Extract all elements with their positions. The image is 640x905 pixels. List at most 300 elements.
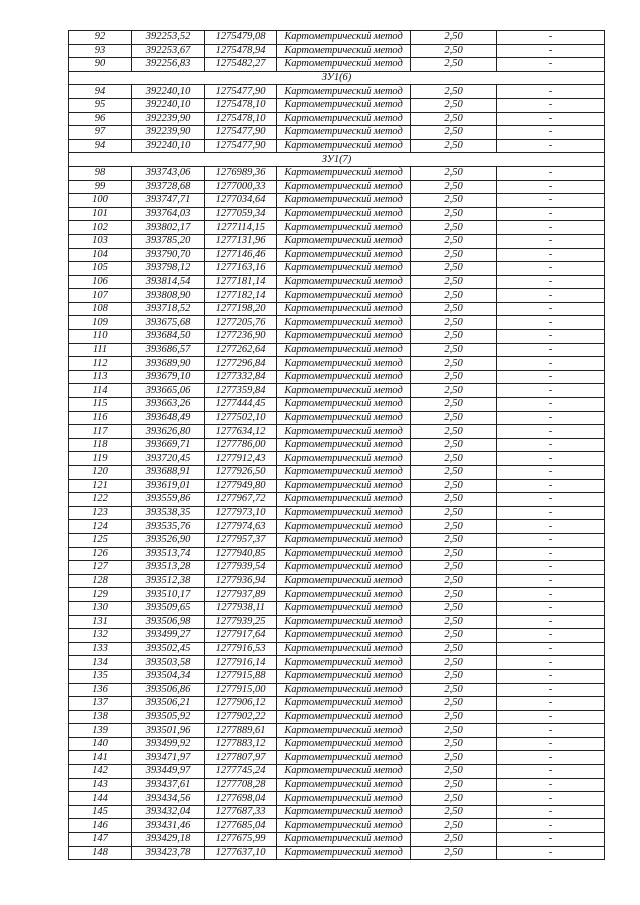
point-number-cell: 108 bbox=[69, 302, 132, 316]
point-number-cell: 107 bbox=[69, 289, 132, 303]
x-coordinate-cell: 393509,65 bbox=[132, 601, 205, 615]
accuracy-cell: 2,50 bbox=[411, 493, 497, 507]
description-cell: - bbox=[497, 601, 605, 615]
point-number-cell: 93 bbox=[69, 44, 132, 58]
x-coordinate-cell: 393538,35 bbox=[132, 506, 205, 520]
point-number-cell: 111 bbox=[69, 343, 132, 357]
table-row bbox=[69, 44, 605, 58]
point-number-cell: 109 bbox=[69, 316, 132, 330]
accuracy-cell: 2,50 bbox=[411, 683, 497, 697]
accuracy-cell: 2,50 bbox=[411, 44, 497, 58]
description-cell: - bbox=[497, 139, 605, 153]
x-coordinate-cell: 393802,17 bbox=[132, 221, 205, 235]
point-number-cell: 129 bbox=[69, 588, 132, 602]
accuracy-cell: 2,50 bbox=[411, 357, 497, 371]
y-coordinate-cell: 1277926,50 bbox=[205, 466, 277, 480]
accuracy-cell: 2,50 bbox=[411, 846, 497, 860]
table-row bbox=[69, 207, 605, 221]
method-cell: Картометрический метод bbox=[277, 466, 411, 480]
section-label: ЗУ1(6) bbox=[69, 71, 605, 85]
x-coordinate-cell: 393619,01 bbox=[132, 479, 205, 493]
point-number-cell: 135 bbox=[69, 669, 132, 683]
table-row bbox=[69, 765, 605, 779]
accuracy-cell: 2,50 bbox=[411, 31, 497, 45]
x-coordinate-cell: 392253,52 bbox=[132, 31, 205, 45]
description-cell: - bbox=[497, 466, 605, 480]
point-number-cell: 141 bbox=[69, 751, 132, 765]
method-cell: Картометрический метод bbox=[277, 248, 411, 262]
y-coordinate-cell: 1277912,43 bbox=[205, 452, 277, 466]
y-coordinate-cell: 1277634,12 bbox=[205, 425, 277, 439]
description-cell: - bbox=[497, 737, 605, 751]
table-row bbox=[69, 330, 605, 344]
table-row bbox=[69, 547, 605, 561]
x-coordinate-cell: 393684,50 bbox=[132, 330, 205, 344]
table-row bbox=[69, 438, 605, 452]
accuracy-cell: 2,50 bbox=[411, 262, 497, 276]
x-coordinate-cell: 392240,10 bbox=[132, 98, 205, 112]
description-cell: - bbox=[497, 520, 605, 534]
description-cell: - bbox=[497, 343, 605, 357]
accuracy-cell: 2,50 bbox=[411, 697, 497, 711]
x-coordinate-cell: 392256,83 bbox=[132, 58, 205, 72]
table-row bbox=[69, 126, 605, 140]
point-number-cell: 131 bbox=[69, 615, 132, 629]
point-number-cell: 115 bbox=[69, 398, 132, 412]
table-row bbox=[69, 792, 605, 806]
point-number-cell: 139 bbox=[69, 724, 132, 738]
point-number-cell: 106 bbox=[69, 275, 132, 289]
method-cell: Картометрический метод bbox=[277, 126, 411, 140]
table-row bbox=[69, 805, 605, 819]
y-coordinate-cell: 1277939,54 bbox=[205, 561, 277, 575]
description-cell: - bbox=[497, 805, 605, 819]
method-cell: Картометрический метод bbox=[277, 737, 411, 751]
method-cell: Картометрический метод bbox=[277, 384, 411, 398]
description-cell: - bbox=[497, 411, 605, 425]
method-cell: Картометрический метод bbox=[277, 289, 411, 303]
x-coordinate-cell: 393429,18 bbox=[132, 833, 205, 847]
y-coordinate-cell: 1277949,80 bbox=[205, 479, 277, 493]
table-row bbox=[69, 166, 605, 180]
description-cell: - bbox=[497, 574, 605, 588]
table-row bbox=[69, 493, 605, 507]
point-number-cell: 102 bbox=[69, 221, 132, 235]
accuracy-cell: 2,50 bbox=[411, 533, 497, 547]
point-number-cell: 94 bbox=[69, 139, 132, 153]
accuracy-cell: 2,50 bbox=[411, 520, 497, 534]
description-cell: - bbox=[497, 384, 605, 398]
method-cell: Картометрический метод bbox=[277, 398, 411, 412]
y-coordinate-cell: 1277181,14 bbox=[205, 275, 277, 289]
point-number-cell: 105 bbox=[69, 262, 132, 276]
point-number-cell: 121 bbox=[69, 479, 132, 493]
x-coordinate-cell: 393747,71 bbox=[132, 194, 205, 208]
accuracy-cell: 2,50 bbox=[411, 506, 497, 520]
point-number-cell: 132 bbox=[69, 629, 132, 643]
accuracy-cell: 2,50 bbox=[411, 370, 497, 384]
accuracy-cell: 2,50 bbox=[411, 615, 497, 629]
method-cell: Картометрический метод bbox=[277, 330, 411, 344]
method-cell: Картометрический метод bbox=[277, 710, 411, 724]
point-number-cell: 140 bbox=[69, 737, 132, 751]
y-coordinate-cell: 1275479,08 bbox=[205, 31, 277, 45]
point-number-cell: 147 bbox=[69, 833, 132, 847]
method-cell: Картометрический метод bbox=[277, 166, 411, 180]
description-cell: - bbox=[497, 248, 605, 262]
point-number-cell: 104 bbox=[69, 248, 132, 262]
table-row bbox=[69, 683, 605, 697]
accuracy-cell: 2,50 bbox=[411, 751, 497, 765]
point-number-cell: 116 bbox=[69, 411, 132, 425]
point-number-cell: 94 bbox=[69, 85, 132, 99]
method-cell: Картометрический метод bbox=[277, 411, 411, 425]
method-cell: Картометрический метод bbox=[277, 765, 411, 779]
method-cell: Картометрический метод bbox=[277, 724, 411, 738]
method-cell: Картометрический метод bbox=[277, 642, 411, 656]
y-coordinate-cell: 1277936,94 bbox=[205, 574, 277, 588]
description-cell: - bbox=[497, 357, 605, 371]
accuracy-cell: 2,50 bbox=[411, 466, 497, 480]
y-coordinate-cell: 1277937,89 bbox=[205, 588, 277, 602]
x-coordinate-cell: 393814,54 bbox=[132, 275, 205, 289]
method-cell: Картометрический метод bbox=[277, 357, 411, 371]
y-coordinate-cell: 1277236,90 bbox=[205, 330, 277, 344]
accuracy-cell: 2,50 bbox=[411, 479, 497, 493]
x-coordinate-cell: 393506,86 bbox=[132, 683, 205, 697]
y-coordinate-cell: 1277675,99 bbox=[205, 833, 277, 847]
accuracy-cell: 2,50 bbox=[411, 139, 497, 153]
coordinates-table bbox=[68, 30, 605, 860]
x-coordinate-cell: 393506,98 bbox=[132, 615, 205, 629]
accuracy-cell: 2,50 bbox=[411, 207, 497, 221]
y-coordinate-cell: 1277114,15 bbox=[205, 221, 277, 235]
x-coordinate-cell: 393648,49 bbox=[132, 411, 205, 425]
x-coordinate-cell: 392240,10 bbox=[132, 139, 205, 153]
x-coordinate-cell: 393559,86 bbox=[132, 493, 205, 507]
point-number-cell: 144 bbox=[69, 792, 132, 806]
y-coordinate-cell: 1277708,28 bbox=[205, 778, 277, 792]
x-coordinate-cell: 393679,10 bbox=[132, 370, 205, 384]
accuracy-cell: 2,50 bbox=[411, 248, 497, 262]
point-number-cell: 98 bbox=[69, 166, 132, 180]
y-coordinate-cell: 1275478,10 bbox=[205, 98, 277, 112]
table-row bbox=[69, 751, 605, 765]
table-row bbox=[69, 656, 605, 670]
method-cell: Картометрический метод bbox=[277, 425, 411, 439]
table-row bbox=[69, 819, 605, 833]
point-number-cell: 124 bbox=[69, 520, 132, 534]
method-cell: Картометрический метод bbox=[277, 833, 411, 847]
y-coordinate-cell: 1277205,76 bbox=[205, 316, 277, 330]
x-coordinate-cell: 393504,34 bbox=[132, 669, 205, 683]
table-row bbox=[69, 194, 605, 208]
point-number-cell: 112 bbox=[69, 357, 132, 371]
y-coordinate-cell: 1277967,72 bbox=[205, 493, 277, 507]
y-coordinate-cell: 1277807,97 bbox=[205, 751, 277, 765]
table-row bbox=[69, 520, 605, 534]
description-cell: - bbox=[497, 85, 605, 99]
x-coordinate-cell: 393502,45 bbox=[132, 642, 205, 656]
method-cell: Картометрический метод bbox=[277, 601, 411, 615]
table-row bbox=[69, 58, 605, 72]
accuracy-cell: 2,50 bbox=[411, 126, 497, 140]
description-cell: - bbox=[497, 669, 605, 683]
point-number-cell: 143 bbox=[69, 778, 132, 792]
y-coordinate-cell: 1277685,04 bbox=[205, 819, 277, 833]
point-number-cell: 126 bbox=[69, 547, 132, 561]
y-coordinate-cell: 1275477,90 bbox=[205, 139, 277, 153]
table-row bbox=[69, 697, 605, 711]
description-cell: - bbox=[497, 58, 605, 72]
table-row bbox=[69, 289, 605, 303]
y-coordinate-cell: 1277938,11 bbox=[205, 601, 277, 615]
accuracy-cell: 2,50 bbox=[411, 710, 497, 724]
x-coordinate-cell: 393686,57 bbox=[132, 343, 205, 357]
description-cell: - bbox=[497, 221, 605, 235]
x-coordinate-cell: 393790,70 bbox=[132, 248, 205, 262]
x-coordinate-cell: 393423,78 bbox=[132, 846, 205, 860]
x-coordinate-cell: 393526,90 bbox=[132, 533, 205, 547]
table-row bbox=[69, 724, 605, 738]
method-cell: Картометрический метод bbox=[277, 221, 411, 235]
accuracy-cell: 2,50 bbox=[411, 833, 497, 847]
point-number-cell: 136 bbox=[69, 683, 132, 697]
x-coordinate-cell: 393535,76 bbox=[132, 520, 205, 534]
description-cell: - bbox=[497, 697, 605, 711]
method-cell: Картометрический метод bbox=[277, 588, 411, 602]
table-row bbox=[69, 398, 605, 412]
method-cell: Картометрический метод bbox=[277, 112, 411, 126]
point-number-cell: 97 bbox=[69, 126, 132, 140]
table-row bbox=[69, 180, 605, 194]
accuracy-cell: 2,50 bbox=[411, 588, 497, 602]
y-coordinate-cell: 1277637,10 bbox=[205, 846, 277, 860]
description-cell: - bbox=[497, 98, 605, 112]
y-coordinate-cell: 1277444,45 bbox=[205, 398, 277, 412]
point-number-cell: 145 bbox=[69, 805, 132, 819]
section-header-row bbox=[69, 153, 605, 167]
y-coordinate-cell: 1277883,12 bbox=[205, 737, 277, 751]
accuracy-cell: 2,50 bbox=[411, 425, 497, 439]
section-header-row bbox=[69, 71, 605, 85]
description-cell: - bbox=[497, 683, 605, 697]
accuracy-cell: 2,50 bbox=[411, 194, 497, 208]
accuracy-cell: 2,50 bbox=[411, 778, 497, 792]
table-row bbox=[69, 411, 605, 425]
accuracy-cell: 2,50 bbox=[411, 330, 497, 344]
table-row bbox=[69, 778, 605, 792]
y-coordinate-cell: 1277745,24 bbox=[205, 765, 277, 779]
table-row bbox=[69, 139, 605, 153]
table-row bbox=[69, 98, 605, 112]
method-cell: Картометрический метод bbox=[277, 846, 411, 860]
point-number-cell: 90 bbox=[69, 58, 132, 72]
section-label: ЗУ1(7) bbox=[69, 153, 605, 167]
x-coordinate-cell: 393718,52 bbox=[132, 302, 205, 316]
point-number-cell: 127 bbox=[69, 561, 132, 575]
y-coordinate-cell: 1277359,84 bbox=[205, 384, 277, 398]
y-coordinate-cell: 1276989,36 bbox=[205, 166, 277, 180]
x-coordinate-cell: 393437,61 bbox=[132, 778, 205, 792]
point-number-cell: 130 bbox=[69, 601, 132, 615]
point-number-cell: 119 bbox=[69, 452, 132, 466]
accuracy-cell: 2,50 bbox=[411, 112, 497, 126]
description-cell: - bbox=[497, 262, 605, 276]
table-body bbox=[69, 31, 605, 860]
y-coordinate-cell: 1277786,00 bbox=[205, 438, 277, 452]
x-coordinate-cell: 393764,03 bbox=[132, 207, 205, 221]
description-cell: - bbox=[497, 330, 605, 344]
y-coordinate-cell: 1277916,53 bbox=[205, 642, 277, 656]
accuracy-cell: 2,50 bbox=[411, 805, 497, 819]
method-cell: Картометрический метод bbox=[277, 751, 411, 765]
x-coordinate-cell: 393743,06 bbox=[132, 166, 205, 180]
y-coordinate-cell: 1277182,14 bbox=[205, 289, 277, 303]
description-cell: - bbox=[497, 289, 605, 303]
method-cell: Картометрический метод bbox=[277, 98, 411, 112]
x-coordinate-cell: 393503,58 bbox=[132, 656, 205, 670]
x-coordinate-cell: 393499,27 bbox=[132, 629, 205, 643]
point-number-cell: 138 bbox=[69, 710, 132, 724]
y-coordinate-cell: 1277034,64 bbox=[205, 194, 277, 208]
table-row bbox=[69, 466, 605, 480]
y-coordinate-cell: 1277502,10 bbox=[205, 411, 277, 425]
point-number-cell: 99 bbox=[69, 180, 132, 194]
method-cell: Картометрический метод bbox=[277, 194, 411, 208]
x-coordinate-cell: 393626,80 bbox=[132, 425, 205, 439]
table-row bbox=[69, 85, 605, 99]
y-coordinate-cell: 1277163,16 bbox=[205, 262, 277, 276]
method-cell: Картометрический метод bbox=[277, 615, 411, 629]
method-cell: Картометрический метод bbox=[277, 669, 411, 683]
description-cell: - bbox=[497, 370, 605, 384]
x-coordinate-cell: 393510,17 bbox=[132, 588, 205, 602]
method-cell: Картометрический метод bbox=[277, 533, 411, 547]
description-cell: - bbox=[497, 302, 605, 316]
x-coordinate-cell: 392239,90 bbox=[132, 112, 205, 126]
x-coordinate-cell: 392253,67 bbox=[132, 44, 205, 58]
y-coordinate-cell: 1277146,46 bbox=[205, 248, 277, 262]
description-cell: - bbox=[497, 533, 605, 547]
description-cell: - bbox=[497, 615, 605, 629]
method-cell: Картометрический метод bbox=[277, 180, 411, 194]
y-coordinate-cell: 1277059,34 bbox=[205, 207, 277, 221]
y-coordinate-cell: 1277974,63 bbox=[205, 520, 277, 534]
point-number-cell: 137 bbox=[69, 697, 132, 711]
method-cell: Картометрический метод bbox=[277, 44, 411, 58]
y-coordinate-cell: 1277917,64 bbox=[205, 629, 277, 643]
point-number-cell: 134 bbox=[69, 656, 132, 670]
point-number-cell: 146 bbox=[69, 819, 132, 833]
accuracy-cell: 2,50 bbox=[411, 438, 497, 452]
description-cell: - bbox=[497, 765, 605, 779]
table-row bbox=[69, 275, 605, 289]
description-cell: - bbox=[497, 398, 605, 412]
description-cell: - bbox=[497, 724, 605, 738]
y-coordinate-cell: 1277915,00 bbox=[205, 683, 277, 697]
description-cell: - bbox=[497, 656, 605, 670]
table-row bbox=[69, 452, 605, 466]
accuracy-cell: 2,50 bbox=[411, 737, 497, 751]
point-number-cell: 122 bbox=[69, 493, 132, 507]
point-number-cell: 120 bbox=[69, 466, 132, 480]
accuracy-cell: 2,50 bbox=[411, 234, 497, 248]
method-cell: Картометрический метод bbox=[277, 629, 411, 643]
description-cell: - bbox=[497, 180, 605, 194]
table-row bbox=[69, 574, 605, 588]
description-cell: - bbox=[497, 506, 605, 520]
x-coordinate-cell: 392240,10 bbox=[132, 85, 205, 99]
table-row bbox=[69, 642, 605, 656]
point-number-cell: 114 bbox=[69, 384, 132, 398]
y-coordinate-cell: 1277889,61 bbox=[205, 724, 277, 738]
accuracy-cell: 2,50 bbox=[411, 765, 497, 779]
point-number-cell: 110 bbox=[69, 330, 132, 344]
method-cell: Картометрический метод bbox=[277, 697, 411, 711]
accuracy-cell: 2,50 bbox=[411, 656, 497, 670]
accuracy-cell: 2,50 bbox=[411, 819, 497, 833]
description-cell: - bbox=[497, 751, 605, 765]
accuracy-cell: 2,50 bbox=[411, 792, 497, 806]
description-cell: - bbox=[497, 234, 605, 248]
method-cell: Картометрический метод bbox=[277, 85, 411, 99]
description-cell: - bbox=[497, 452, 605, 466]
table-row bbox=[69, 343, 605, 357]
method-cell: Картометрический метод bbox=[277, 819, 411, 833]
point-number-cell: 101 bbox=[69, 207, 132, 221]
method-cell: Картометрический метод bbox=[277, 316, 411, 330]
y-coordinate-cell: 1277687,33 bbox=[205, 805, 277, 819]
y-coordinate-cell: 1277296,84 bbox=[205, 357, 277, 371]
accuracy-cell: 2,50 bbox=[411, 642, 497, 656]
accuracy-cell: 2,50 bbox=[411, 98, 497, 112]
y-coordinate-cell: 1277698,04 bbox=[205, 792, 277, 806]
accuracy-cell: 2,50 bbox=[411, 221, 497, 235]
accuracy-cell: 2,50 bbox=[411, 289, 497, 303]
y-coordinate-cell: 1275477,90 bbox=[205, 126, 277, 140]
accuracy-cell: 2,50 bbox=[411, 411, 497, 425]
method-cell: Картометрический метод bbox=[277, 778, 411, 792]
table-row bbox=[69, 506, 605, 520]
y-coordinate-cell: 1275482,27 bbox=[205, 58, 277, 72]
table-row bbox=[69, 234, 605, 248]
x-coordinate-cell: 393785,20 bbox=[132, 234, 205, 248]
point-number-cell: 123 bbox=[69, 506, 132, 520]
table-row bbox=[69, 669, 605, 683]
accuracy-cell: 2,50 bbox=[411, 724, 497, 738]
method-cell: Картометрический метод bbox=[277, 452, 411, 466]
table-row bbox=[69, 846, 605, 860]
description-cell: - bbox=[497, 166, 605, 180]
description-cell: - bbox=[497, 629, 605, 643]
description-cell: - bbox=[497, 642, 605, 656]
method-cell: Картометрический метод bbox=[277, 139, 411, 153]
accuracy-cell: 2,50 bbox=[411, 275, 497, 289]
description-cell: - bbox=[497, 316, 605, 330]
description-cell: - bbox=[497, 819, 605, 833]
accuracy-cell: 2,50 bbox=[411, 398, 497, 412]
method-cell: Картометрический метод bbox=[277, 31, 411, 45]
table-row bbox=[69, 112, 605, 126]
method-cell: Картометрический метод bbox=[277, 479, 411, 493]
table-row bbox=[69, 833, 605, 847]
table-row bbox=[69, 601, 605, 615]
method-cell: Картометрический метод bbox=[277, 262, 411, 276]
method-cell: Картометрический метод bbox=[277, 493, 411, 507]
y-coordinate-cell: 1277906,12 bbox=[205, 697, 277, 711]
x-coordinate-cell: 393728,68 bbox=[132, 180, 205, 194]
